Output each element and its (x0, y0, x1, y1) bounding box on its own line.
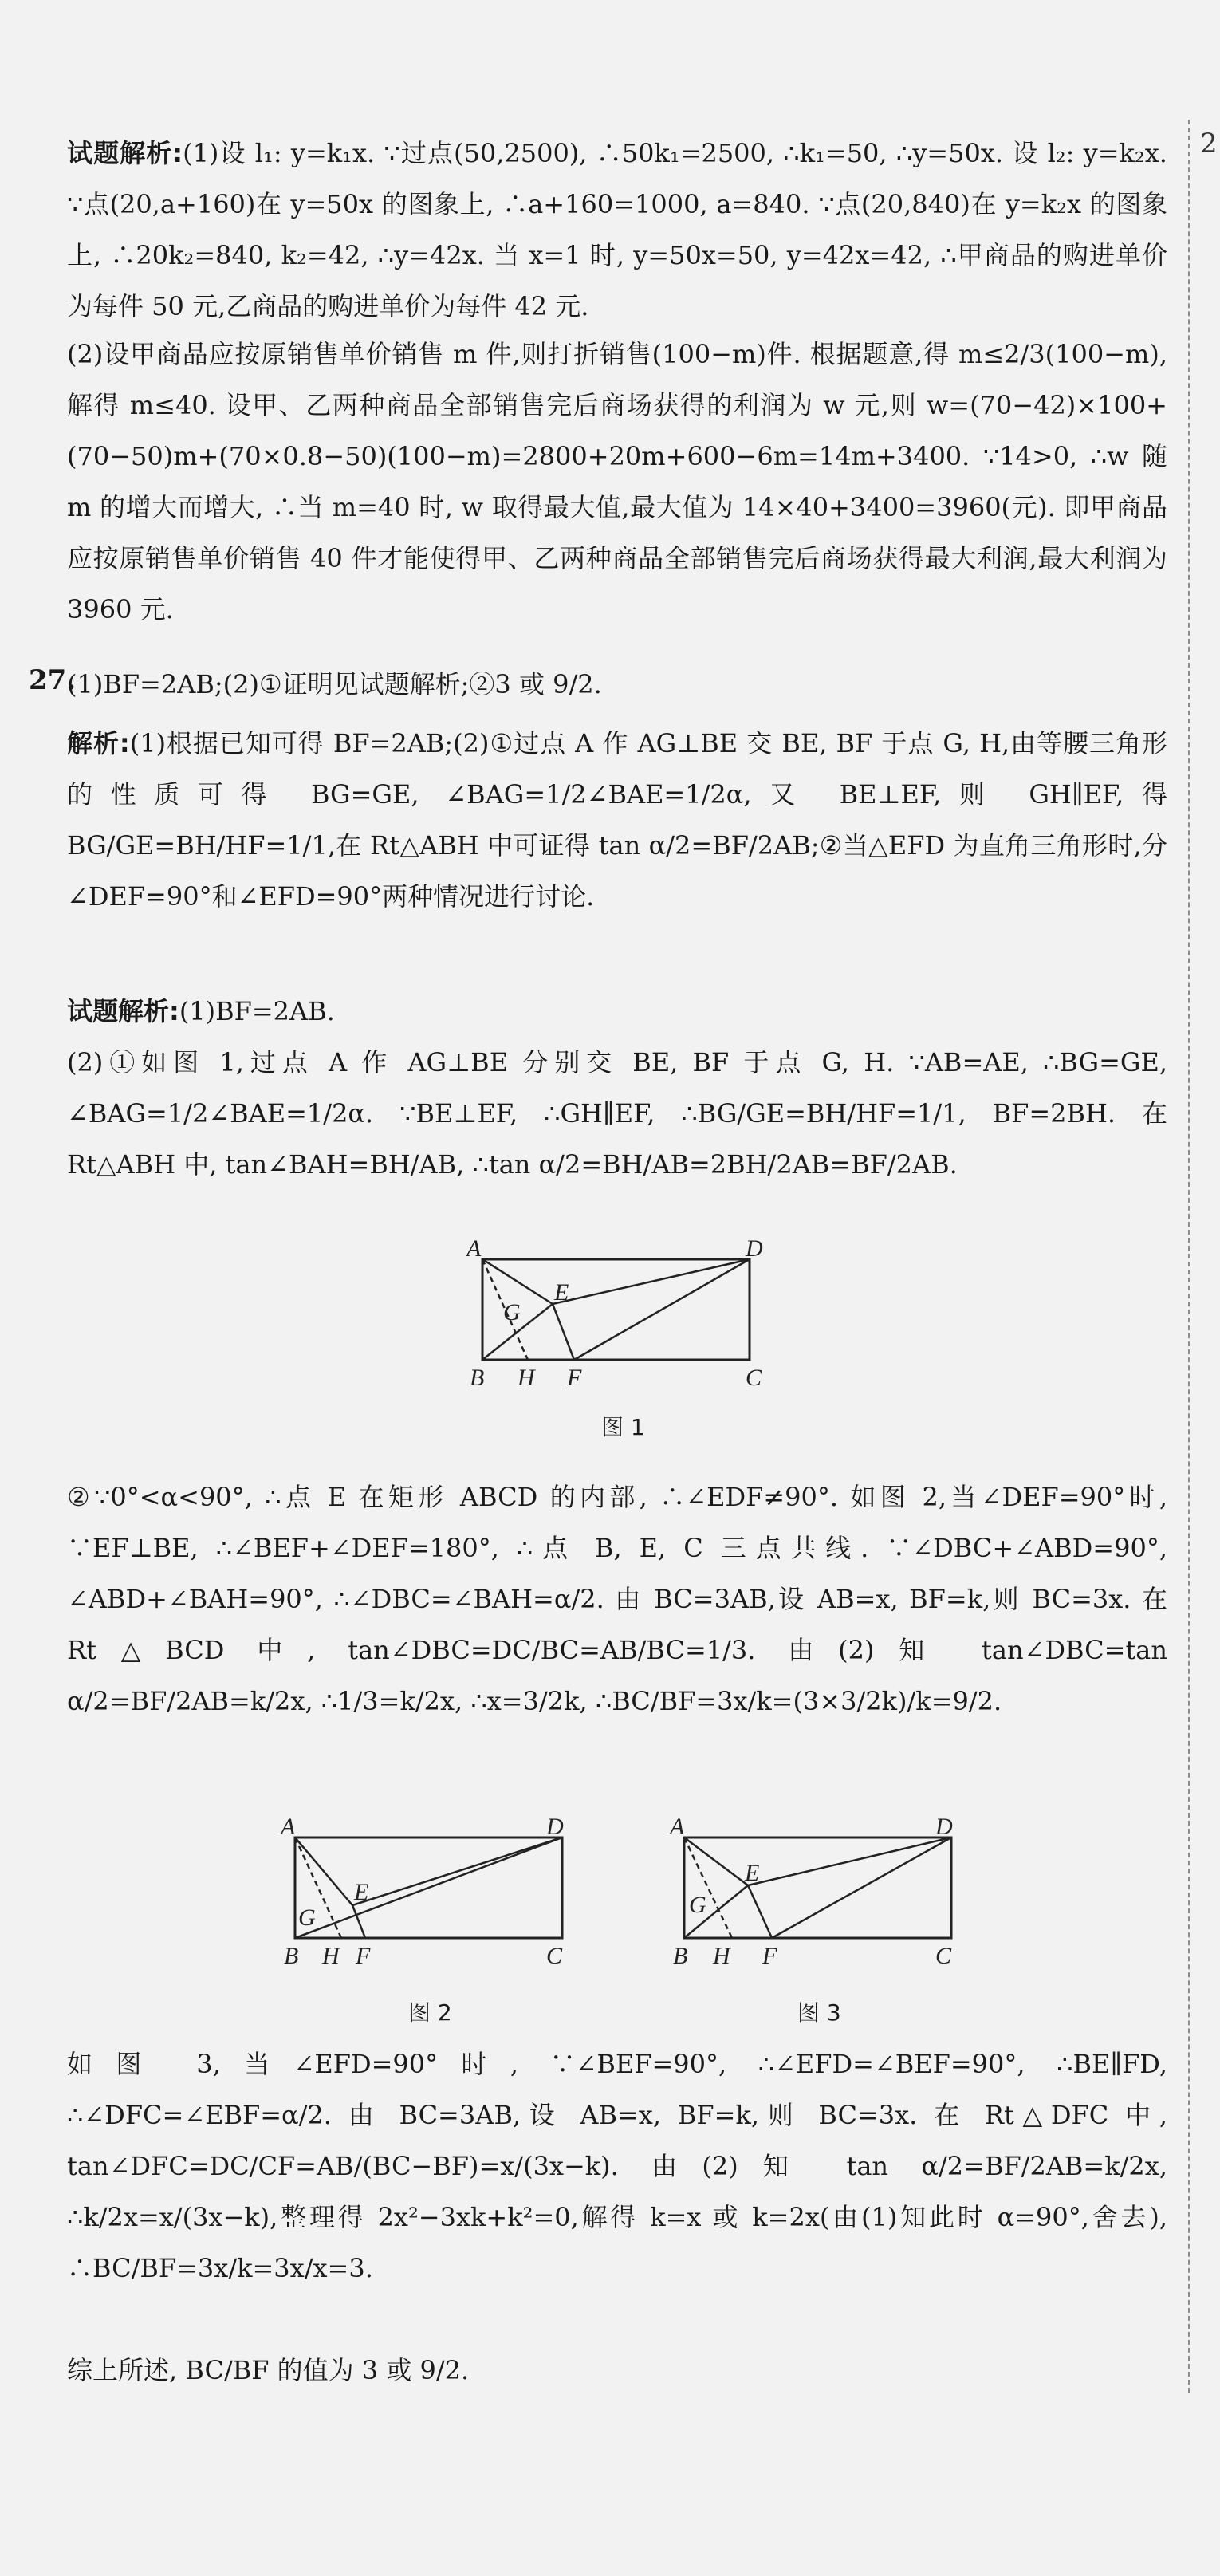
q27-analysis-p1 (67, 986, 1167, 1037)
q27-conclusion: 综上所述, BC/BF 的值为 3 或 9/2. (67, 2355, 470, 2385)
fig2-line-bd (295, 1837, 562, 1938)
q27-analysis-p4: 如图 3,当∠EFD=90°时, ∵∠BEF=90°, ∴∠EFD=∠BEF=90°, ∴BE∥FD, ∴∠DFC=∠EBF=α/2. 由 BC=3AB,设 AB=x, BF=k,则 BC=3x. 在 Rt△DFC 中, tan∠DFC=DC/CF=AB/(BC−BF)=x/(3x−k). 由(2)知 tan α/2=BF/2AB=k/2x, ∴k/2x=x/(3x−k),整理得 2x²−3xk+k²=0,解得 k=x 或 k=2x(由(1)知此时 α=90°,舍去), ∴BC/BF=3x/k=3x/x=3. (67, 2049, 1167, 2283)
fig2-label-b: B (284, 1943, 299, 1969)
q27-jiexi-text: (1)根据已知可得 BF=2AB;(2)①过点 A 作 AG⊥BE 交 BE, BF 于点 G, H,由等腰三角形的性质可得 BG=GE, ∠BAG=1/2∠BAE=1/2α,又 BE⊥EF,则 GH∥EF,得 BG/GE=BH/HF=1/1,在 Rt△ABH 中可证得 tan α/2=BF/2AB;②当△EFD 为直角三角形时,分∠DEF=90°和∠EFD=90°两种情况进行讨论. (67, 728, 1167, 912)
fig1-line-ed (553, 1259, 750, 1304)
figure-1 (466, 1240, 769, 1400)
fig3-line-fd (772, 1837, 951, 1938)
fig2-line-ed (352, 1837, 562, 1905)
q27-jiexi (67, 718, 1167, 922)
fig3-line-ef (748, 1885, 772, 1938)
fig1-label-h: H (518, 1365, 535, 1391)
q27-analysis-p2: (2)①如图 1,过点 A 作 AG⊥BE 分别交 BE, BF 于点 G, H. ∵AB=AE, ∴BG=GE, ∠BAG=1/2∠BAE=1/2α. ∵BE⊥EF, ∴GH∥EF, ∴BG/GE=BH/HF=1/1, BF=2BH. 在 Rt△ABH 中, tan∠BAH=BH/AB, ∴tan α/2=BH/AB=2BH/2AB=BF/2AB. (67, 1047, 1167, 1180)
fig2-label-e: E (354, 1879, 369, 1905)
fig2-line-ae (295, 1837, 352, 1905)
q27-p1-text: (1)BF=2AB. (179, 996, 335, 1026)
q26-analysis-label: 试题解析: (67, 138, 183, 168)
fig3-dashed-ah (684, 1837, 732, 1938)
fig3-label-f: F (762, 1943, 777, 1969)
fig3-label-b: B (673, 1943, 688, 1969)
fig1-label-f: F (567, 1365, 582, 1391)
q26-part1-text: (1)设 l₁: y=k₁x. ∵过点(50,2500), ∴50k₁=2500, ∴k₁=50, ∴y=50x. 设 l₂: y=k₂x. ∵点(20,a+160)在 y=50x 的图象上, ∴a+160=1000, a=840. ∵点(20,840)在 y=k₂x 的图象上, ∴20k₂=840, k₂=42, ∴y=42x. 当 x=1 时, y=50x=50, y=42x=42, ∴甲商品的购进单价为每件 50 元,乙商品的购进单价为每件 42 元. (67, 138, 1167, 321)
fig3-label-d: D (935, 1818, 953, 1840)
figure-3 (668, 1818, 971, 1978)
fig2-caption: 图 2 (408, 1999, 452, 2026)
fig2-label-a: A (281, 1818, 296, 1840)
fig2-line-ef (352, 1905, 365, 1938)
fig1-line-fd (574, 1259, 750, 1360)
figure-2 (279, 1818, 582, 1978)
fig1-caption: 图 1 (601, 1414, 645, 1440)
q27-jiexi-label: 解析: (67, 728, 130, 758)
fig1-label-a: A (466, 1240, 482, 1262)
q27-analysis-p3: ②∵0°<α<90°, ∴点 E 在矩形 ABCD 的内部, ∴∠EDF≠90°. 如图 2,当∠DEF=90°时, ∵EF⊥BE, ∴∠BEF+∠DEF=180°, ∴点 B, E, C 三点共线. ∵∠DBC+∠ABD=90°, ∠ABD+∠BAH=90°, ∴∠DBC=∠BAH=α/2. 由 BC=3AB,设 AB=x, BF=k,则 BC=3x. 在 Rt△BCD 中, tan∠DBC=DC/BC=AB/BC=1/3. 由(2)知 tan∠DBC=tan α/2=BF/2AB=k/2x, ∴1/3=k/2x, ∴x=3/2k, ∴BC/BF=3x/k=(3×3/2k)/k=9/2. (67, 1482, 1167, 1716)
fig3-label-h: H (713, 1943, 730, 1969)
fig3-line-ed (748, 1837, 951, 1885)
fig3-label-c: C (935, 1943, 952, 1969)
fig1-label-d: D (746, 1240, 763, 1262)
fig2-label-c: C (546, 1943, 563, 1969)
fig3-label-e: E (745, 1860, 760, 1886)
fig3-label-g: G (689, 1892, 706, 1918)
fig3-caption: 图 3 (797, 1999, 841, 2026)
fig1-label-g: G (503, 1299, 521, 1325)
fig2-label-g: G (298, 1904, 316, 1931)
q26-part2: (2)设甲商品应按原销售单价销售 m 件,则打折销售(100−m)件. 根据题意,得 m≤2/3(100−m),解得 m≤40. 设甲、乙两种商品全部销售完后商场获得的利润为 w 元,则 w=(70−42)×100+(70−50)m+(70×0.8−50)(100−m)=2800+20m+600−6m=14m+3400. ∵14>0, ∴w 随 m 的增大而增大, ∴当 m=40 时, w 取得最大值,最大值为 14×40+3400=3960(元). 即甲商品应按原销售单价销售 40 件才能使得甲、乙两种商品全部销售完后商场获得最大利润,最大利润为 3960 元. (67, 339, 1167, 624)
fig1-label-b: B (470, 1365, 485, 1391)
fig1-line-ef (553, 1304, 574, 1360)
q27-answer: (1)BF=2AB;(2)①证明见试题解析;②3 或 9/2. (67, 669, 602, 699)
corner-page-number: 2 (1200, 128, 1218, 160)
fig2-label-d: D (546, 1818, 564, 1840)
fig3-rectangle-abcd (684, 1837, 951, 1938)
fig3-line-ae (684, 1837, 748, 1885)
q27-number: 27. (29, 664, 77, 696)
fig1-rectangle-abcd (482, 1259, 750, 1360)
q26-part1 (67, 128, 1167, 332)
fig3-label-a: A (670, 1818, 685, 1840)
fig2-label-h: H (322, 1943, 340, 1969)
fig1-label-c: C (746, 1365, 762, 1391)
fold-dashed-line (1188, 120, 1190, 2393)
q27-analysis-label: 试题解析: (67, 996, 179, 1026)
fig2-label-f: F (356, 1943, 371, 1969)
fig1-label-e: E (554, 1279, 569, 1306)
